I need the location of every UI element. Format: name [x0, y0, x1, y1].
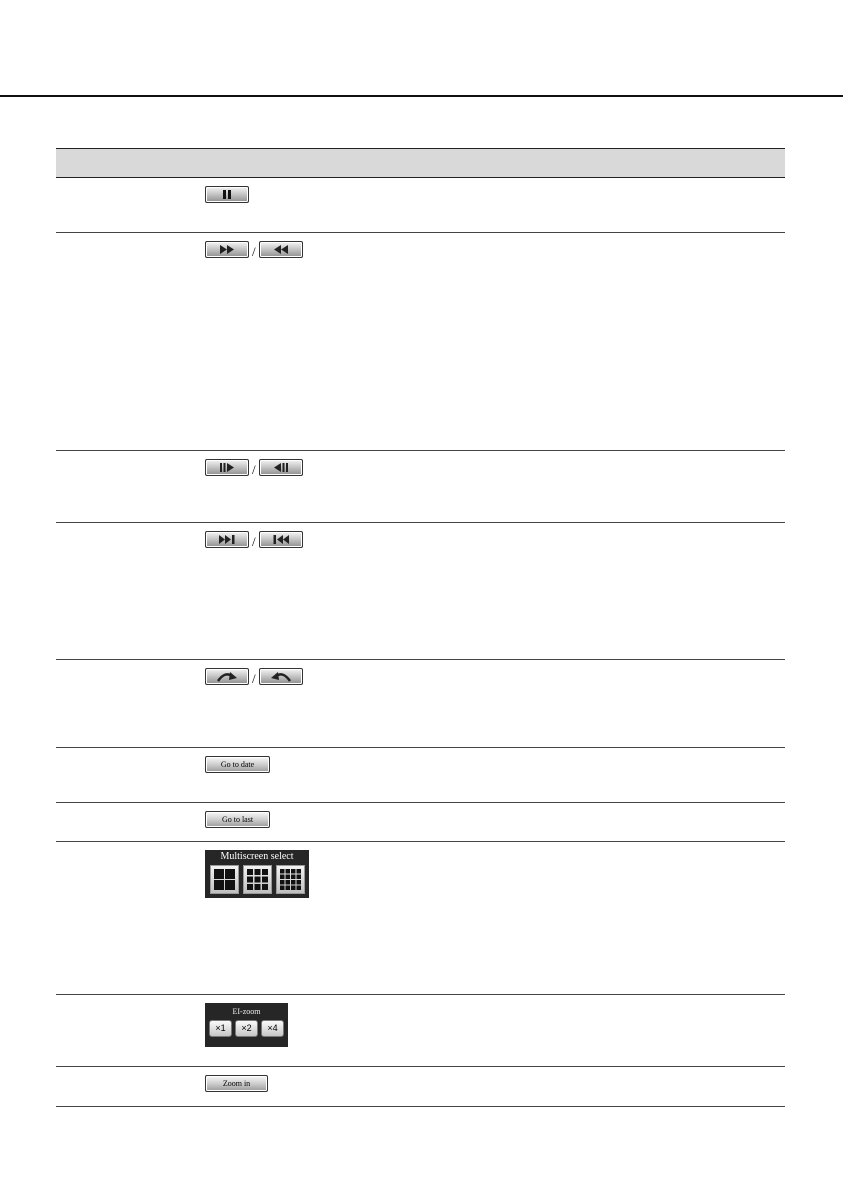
- table-row: [56, 451, 785, 523]
- multiscreen-select-title: Multiscreen select: [220, 851, 294, 862]
- curved-arrow-forward-icon: [216, 671, 238, 682]
- fast-forward-button[interactable]: [205, 241, 249, 258]
- table-row: [56, 842, 785, 995]
- table-row: [56, 995, 785, 1067]
- nine-screen-button[interactable]: [243, 865, 272, 894]
- previous-frame-icon: [273, 463, 289, 472]
- grid-3x3-icon: [247, 869, 268, 890]
- header-rule: [0, 95, 843, 97]
- fast-forward-icon: [219, 245, 235, 254]
- multiscreen-select-panel: [205, 850, 309, 898]
- sixteen-screen-button[interactable]: [276, 865, 305, 894]
- table-header: [56, 148, 785, 178]
- table-row: [56, 233, 785, 451]
- header-cell-name: [56, 149, 190, 177]
- ei-zoom-panel: [205, 1003, 288, 1047]
- previous-frame-button[interactable]: [259, 459, 303, 476]
- button-cell: [205, 531, 303, 548]
- button-cell: [205, 1003, 288, 1047]
- button-cell: [205, 668, 303, 685]
- button-cell: [205, 459, 303, 476]
- go-to-last-button[interactable]: Go to last: [205, 811, 270, 828]
- table-row: [56, 803, 785, 842]
- grid-2x2-icon: [214, 869, 235, 890]
- table-row: [56, 748, 785, 803]
- grid-4x4-icon: [280, 869, 301, 890]
- next-frame-button[interactable]: [205, 459, 249, 476]
- table-row: [56, 523, 785, 660]
- controls-table: [56, 148, 785, 1107]
- next-frame-icon: [219, 463, 235, 472]
- quad-screen-button[interactable]: [210, 865, 239, 894]
- button-cell: [205, 1075, 268, 1092]
- skip-next-icon: [218, 535, 236, 544]
- zoom-in-button[interactable]: Zoom in: [205, 1075, 268, 1092]
- zoom-x4-button[interactable]: ×4: [261, 1020, 284, 1037]
- skip-previous-icon: [272, 535, 290, 544]
- fast-reverse-icon: [273, 245, 289, 254]
- table-row: [56, 178, 785, 233]
- separator: /: [252, 461, 256, 477]
- pause-icon: [221, 190, 233, 199]
- skip-backward-button[interactable]: [259, 668, 303, 685]
- skip-next-button[interactable]: [205, 531, 249, 548]
- button-cell: [205, 186, 249, 203]
- button-cell: [205, 811, 270, 828]
- pause-button[interactable]: [205, 186, 249, 203]
- zoom-x1-button[interactable]: ×1: [209, 1020, 232, 1037]
- fast-reverse-button[interactable]: [259, 241, 303, 258]
- table-row: [56, 1067, 785, 1107]
- button-cell: [205, 756, 270, 773]
- ei-zoom-title: EI-zoom: [232, 1007, 261, 1016]
- zoom-x2-button[interactable]: ×2: [235, 1020, 258, 1037]
- button-cell: [205, 850, 309, 898]
- header-cell-description: [190, 149, 785, 177]
- skip-forward-button[interactable]: [205, 668, 249, 685]
- table-row: [56, 660, 785, 748]
- skip-previous-button[interactable]: [259, 531, 303, 548]
- curved-arrow-backward-icon: [270, 671, 292, 682]
- separator: /: [252, 533, 256, 549]
- separator: /: [252, 670, 256, 686]
- separator: /: [252, 243, 256, 259]
- button-cell: [205, 241, 303, 258]
- go-to-date-button[interactable]: Go to date: [205, 756, 270, 773]
